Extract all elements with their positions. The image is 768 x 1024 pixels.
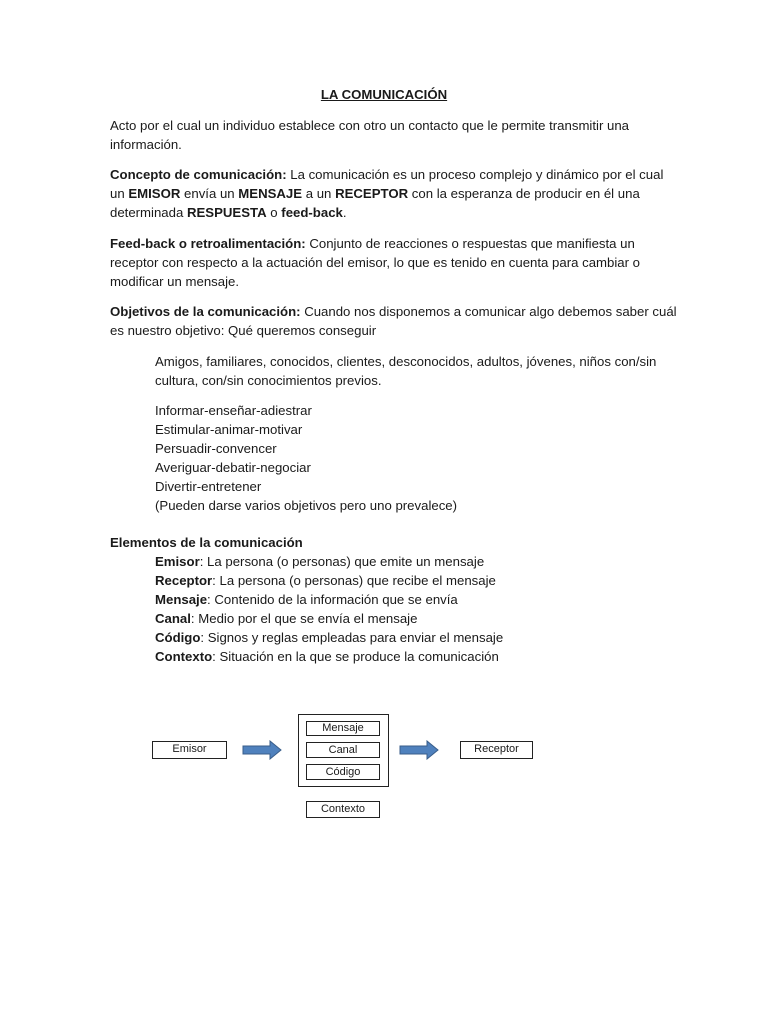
feedback-line-2: receptor con respecto a la actuación del emisor, lo que es tenido en cuenta para cambiar o [110, 255, 641, 270]
text: . [342, 205, 347, 220]
emisor-box: Emisor [152, 741, 227, 759]
audience-line: Amigos, familiares, conocidos, clientes, desconocidos, adultos, jóvenes, niños con/sin [155, 354, 657, 369]
text: determinada [110, 205, 187, 220]
definition: : Situación en la que se produce la comunicación [212, 649, 499, 664]
intro-line: Acto por el cual un individuo establece con otro un contacto que le permite transmitir una [110, 118, 630, 133]
concepto-text: La comunicación es un proceso complejo y dinámico por el cual [286, 167, 664, 182]
definition: : Contenido de la información que se envía [207, 592, 458, 607]
receptor-box: Receptor [460, 741, 533, 759]
text: con la esperanza de producir en él una [408, 186, 640, 201]
list-item: Divertir-entretener [155, 479, 262, 494]
text: un [110, 186, 129, 201]
text: o [266, 205, 282, 220]
list-item: Informar-enseñar-adiestrar [155, 403, 312, 418]
term: Canal [155, 611, 191, 626]
term: Código [155, 630, 201, 645]
objetivos-text: Cuando nos disponemos a comunicar algo debemos saber cuál [300, 304, 677, 319]
arrow-shape [243, 741, 281, 759]
objetivos-line-2: es nuestro objetivo: Qué queremos conseguir [110, 323, 377, 338]
list-item: Persuadir-convencer [155, 441, 277, 456]
definition: : La persona (o personas) que emite un mensaje [199, 554, 485, 569]
codigo-box: Código [306, 764, 380, 780]
intro-line: información. [110, 137, 182, 152]
arrow-shape [400, 741, 438, 759]
text: envía un [180, 186, 239, 201]
keyword-receptor: RECEPTOR [335, 186, 409, 201]
audience-line: cultura, con/sin conocimientos previos. [155, 373, 382, 388]
section-heading: Elementos de la comunicación [110, 535, 303, 550]
arrow-right-icon [242, 740, 282, 760]
keyword-mensaje: MENSAJE [238, 186, 303, 201]
list-item: (Pueden darse varios objetivos pero uno prevalece) [155, 498, 458, 513]
definition: : Signos y reglas empleadas para enviar el mensaje [200, 630, 504, 645]
page-title: LA COMUNICACIÓN [320, 87, 448, 102]
list-item: Averiguar-debatir-negociar [155, 460, 311, 475]
definition: : La persona (o personas) que recibe el mensaje [212, 573, 496, 588]
arrow-right-icon [399, 740, 439, 760]
term: Contexto [155, 649, 213, 664]
canal-box: Canal [306, 742, 380, 758]
feedback-label: Feed-back o retroalimentación: [110, 236, 306, 251]
keyword-respuesta: RESPUESTA [186, 205, 267, 220]
keyword-emisor: EMISOR [128, 186, 181, 201]
mensaje-box: Mensaje [306, 721, 380, 736]
text: a un [302, 186, 336, 201]
feedback-line-3: modificar un mensaje. [110, 274, 240, 289]
list-item: Estimular-animar-motivar [155, 422, 303, 437]
keyword-feedback: feed-back [281, 205, 343, 220]
definition: : Medio por el que se envía el mensaje [190, 611, 418, 626]
contexto-box: Contexto [306, 801, 380, 818]
concepto-label: Concepto de comunicación: [110, 167, 287, 182]
term: Emisor [155, 554, 200, 569]
term: Receptor [155, 573, 213, 588]
term: Mensaje [155, 592, 208, 607]
feedback-text: Conjunto de reacciones o respuestas que manifiesta un [305, 236, 635, 251]
objetivos-label: Objetivos de la comunicación: [110, 304, 301, 319]
